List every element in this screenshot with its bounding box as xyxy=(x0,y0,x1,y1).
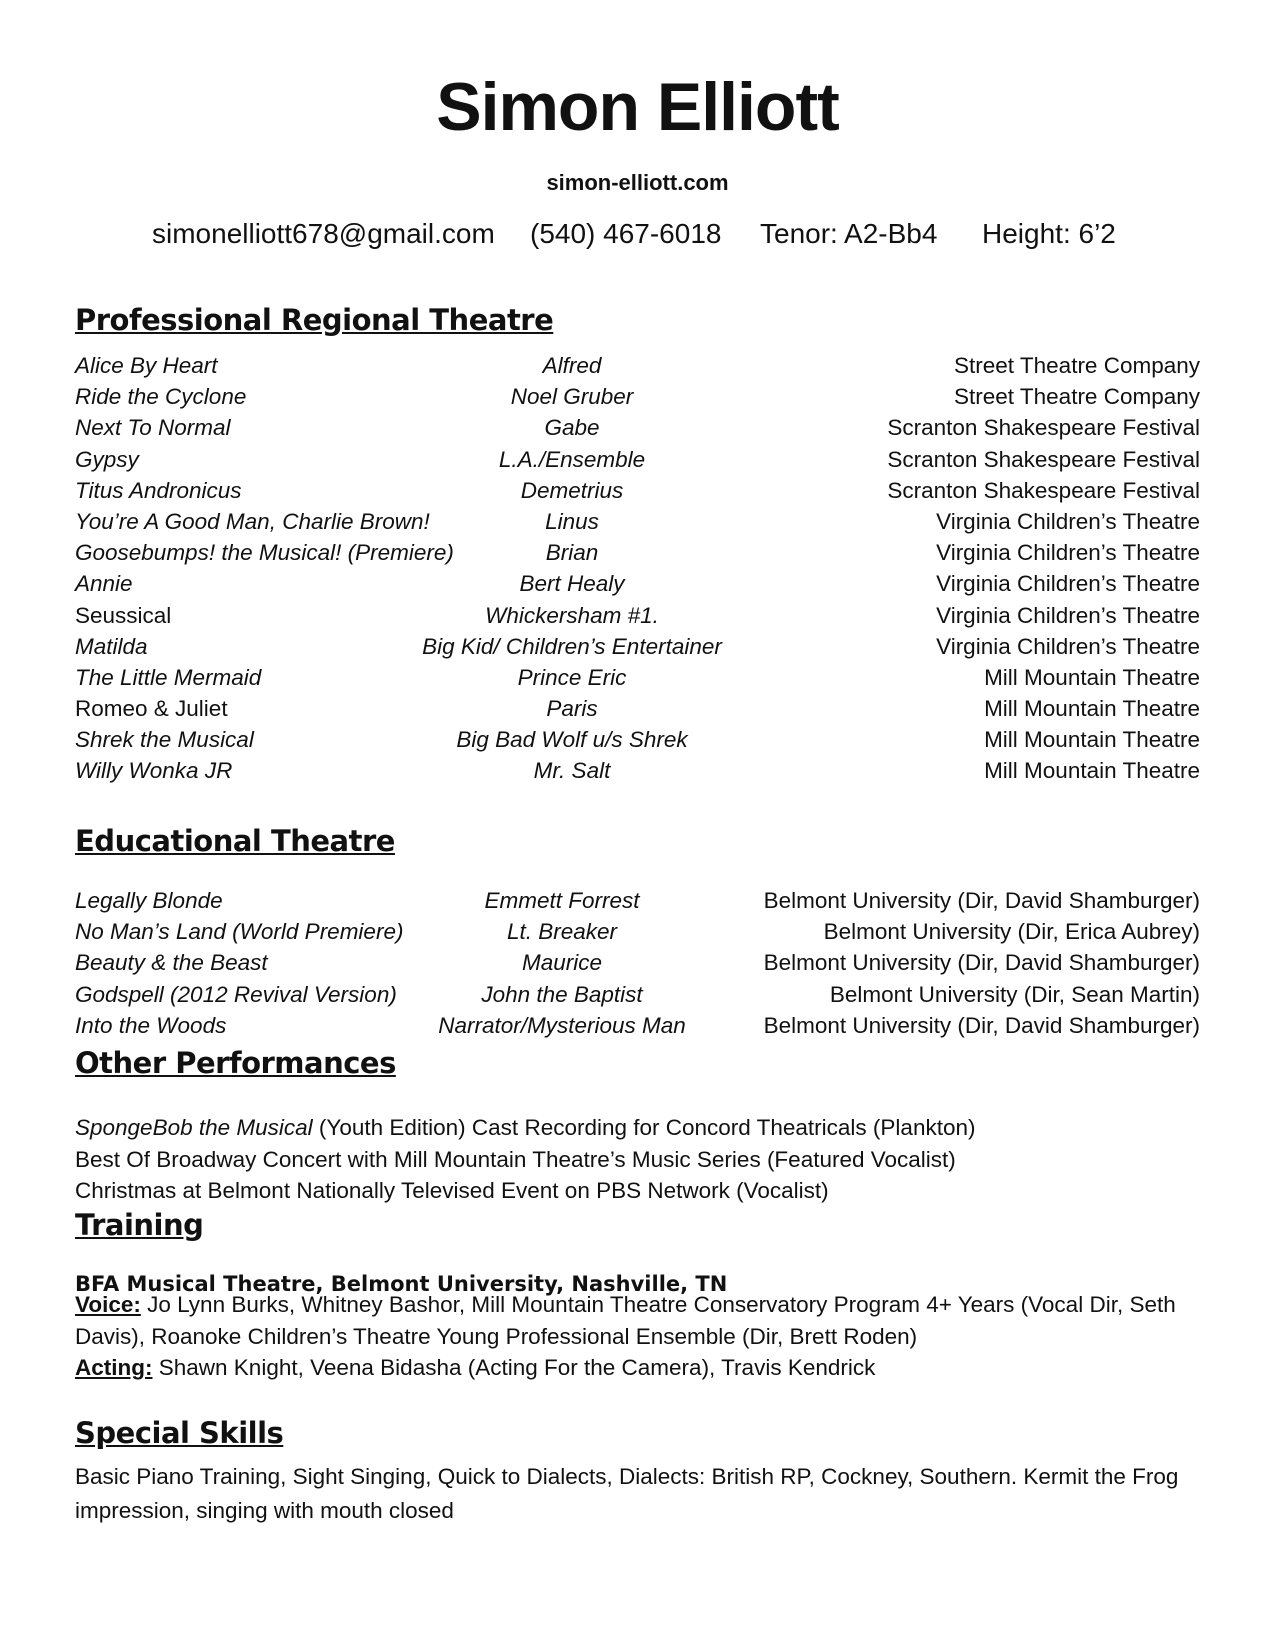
role-name: L.A./Ensemble xyxy=(498,446,646,472)
show-title: Willy Wonka JR xyxy=(75,758,233,784)
skills-text: Basic Piano Training, Sight Singing, Quick to Dialects, Dialects: British RP, Cockney, Southern. Kermit the Frog impression, singing with mouth closed xyxy=(75,1464,1179,1523)
company-name: Mill Mountain Theatre xyxy=(984,696,1200,722)
show-title: Legally Blonde xyxy=(75,888,223,913)
company-name: Scranton Shakespeare Festival xyxy=(887,477,1200,503)
voice-training xyxy=(75,1289,1205,1352)
company-name: Scranton Shakespeare Festival xyxy=(887,446,1200,472)
role-name: Alfred xyxy=(542,353,602,378)
role-name: Mr. Salt xyxy=(533,758,611,784)
company-name: Virginia Children’s Theatre xyxy=(936,633,1200,659)
credit-row xyxy=(75,919,1200,950)
skills-section-title: Special Skills xyxy=(75,1416,284,1450)
role-name: John the Baptist xyxy=(481,981,643,1007)
credit-row xyxy=(75,634,1200,665)
educational-credits-list xyxy=(75,888,1200,1044)
credit-row xyxy=(75,758,1200,789)
company-name: Mill Mountain Theatre xyxy=(984,758,1200,784)
show-title: Ride the Cyclone xyxy=(75,384,247,410)
role-name: Big Kid/ Children’s Entertainer xyxy=(422,633,722,659)
name-heading: Simon Elliott xyxy=(436,69,839,145)
company-name: Virginia Children’s Theatre xyxy=(936,540,1200,566)
company-name: Scranton Shakespeare Festival xyxy=(887,415,1200,441)
company-name: Belmont University (Dir, David Shamburger) xyxy=(763,950,1200,976)
acting-teachers: Shawn Knight, Veena Bidasha (Acting For the Camera), Travis Kendrick xyxy=(152,1355,876,1380)
show-title: Next To Normal xyxy=(75,415,231,441)
show-title: Goosebumps! the Musical! (Premiere) xyxy=(75,540,454,566)
credit-row xyxy=(75,478,1200,509)
credit-row xyxy=(75,950,1200,981)
company-name: Street Theatre Company xyxy=(954,353,1200,378)
show-title: Godspell (2012 Revival Version) xyxy=(75,981,397,1007)
role-name: Lt. Breaker xyxy=(506,919,618,945)
credit-row xyxy=(75,540,1200,571)
other-performance-item: Christmas at Belmont Nationally Televised Event on PBS Network (Vocalist) xyxy=(75,1178,829,1203)
show-title: Alice By Heart xyxy=(75,353,218,378)
role-name: Paris xyxy=(546,696,598,722)
height-info: Height: 6’2 xyxy=(982,218,1116,249)
phone-number: (540) 467-6018 xyxy=(530,218,722,249)
company-name: Belmont University (Dir, David Shamburger) xyxy=(763,1012,1200,1038)
spongebob-details: (Youth Edition) Cast Recording for Concord Theatricals (Plankton) xyxy=(312,1115,976,1140)
role-name: Linus xyxy=(545,508,599,534)
role-name: Prince Eric xyxy=(517,664,627,690)
show-title: Shrek the Musical xyxy=(75,727,254,753)
role-name: Big Bad Wolf u/s Shrek xyxy=(456,727,688,753)
company-name: Virginia Children’s Theatre xyxy=(936,571,1200,597)
role-name: Narrator/Mysterious Man xyxy=(438,1012,686,1038)
credit-row xyxy=(75,1013,1200,1044)
show-title: Beauty & the Beast xyxy=(75,950,268,976)
credit-row xyxy=(75,603,1200,634)
credit-row xyxy=(75,665,1200,696)
role-name: Noel Gruber xyxy=(510,384,634,410)
role-name: Maurice xyxy=(521,950,603,976)
company-name: Street Theatre Company xyxy=(954,384,1200,410)
credit-row xyxy=(75,727,1200,758)
other-performances-list xyxy=(75,1112,1205,1207)
show-title: Matilda xyxy=(75,633,148,659)
other-performance-item xyxy=(75,1112,1205,1144)
credit-row xyxy=(75,384,1200,415)
credit-row xyxy=(75,888,1200,919)
spongebob-title: SpongeBob the Musical xyxy=(75,1115,313,1140)
role-name: Gabe xyxy=(544,415,600,441)
voice-type: Tenor: A2-Bb4 xyxy=(760,218,938,249)
voice-teachers: Jo Lynn Burks, Whitney Bashor, Mill Mountain Theatre Conservatory Program 4+ Years (Vocal Dir, Seth Davis), Roanoke Children’s Theatre Young Professional Ensemble (Dir, Brett Roden) xyxy=(75,1292,1176,1349)
website-link[interactable]: simon-elliott.com xyxy=(546,170,729,195)
acting-label: Acting: xyxy=(75,1355,153,1380)
degree-line: BFA Musical Theatre, Belmont University, Nashville, TN xyxy=(75,1272,728,1296)
credit-row xyxy=(75,447,1200,478)
role-name: Brian xyxy=(545,540,599,566)
show-title: Titus Andronicus xyxy=(75,477,242,503)
company-name: Virginia Children’s Theatre xyxy=(936,602,1200,628)
professional-section-title: Professional Regional Theatre xyxy=(75,303,554,337)
professional-credits-list xyxy=(75,353,1200,790)
show-title: Annie xyxy=(75,571,133,597)
credit-row xyxy=(75,571,1200,602)
training-section-title: Training xyxy=(75,1208,204,1242)
training-details xyxy=(75,1289,1205,1384)
show-title: Into the Woods xyxy=(75,1012,227,1038)
role-name: Emmett Forrest xyxy=(484,888,640,913)
role-name: Whickersham #1. xyxy=(485,602,659,628)
company-name: Mill Mountain Theatre xyxy=(984,727,1200,753)
credit-row xyxy=(75,415,1200,446)
company-name: Belmont University (Dir, Erica Aubrey) xyxy=(823,919,1200,945)
role-name: Bert Healy xyxy=(519,571,625,597)
credit-row xyxy=(75,696,1200,727)
email-link[interactable]: simonelliott678@gmail.com xyxy=(152,218,495,249)
company-name: Belmont University (Dir, David Shamburger) xyxy=(763,888,1200,913)
show-title: Gypsy xyxy=(75,446,139,472)
company-name: Belmont University (Dir, Sean Martin) xyxy=(829,981,1200,1007)
credit-row xyxy=(75,982,1200,1013)
credit-row xyxy=(75,353,1200,384)
show-title: You’re A Good Man, Charlie Brown! xyxy=(75,508,430,534)
credit-row xyxy=(75,509,1200,540)
company-name: Virginia Children’s Theatre xyxy=(936,508,1200,534)
show-title: No Man’s Land (World Premiere) xyxy=(75,919,404,945)
acting-training xyxy=(75,1352,1205,1384)
show-title: Seussical xyxy=(75,602,172,628)
other-section-title: Other Performances xyxy=(75,1046,396,1080)
other-performance-item: Best Of Broadway Concert with Mill Mountain Theatre’s Music Series (Featured Vocalist) xyxy=(75,1146,956,1172)
role-name: Demetrius xyxy=(520,477,624,503)
voice-label: Voice: xyxy=(75,1292,141,1317)
educational-section-title: Educational Theatre xyxy=(75,824,395,858)
company-name: Mill Mountain Theatre xyxy=(984,664,1200,690)
show-title: Romeo & Juliet xyxy=(75,696,228,722)
show-title: The Little Mermaid xyxy=(75,664,262,690)
